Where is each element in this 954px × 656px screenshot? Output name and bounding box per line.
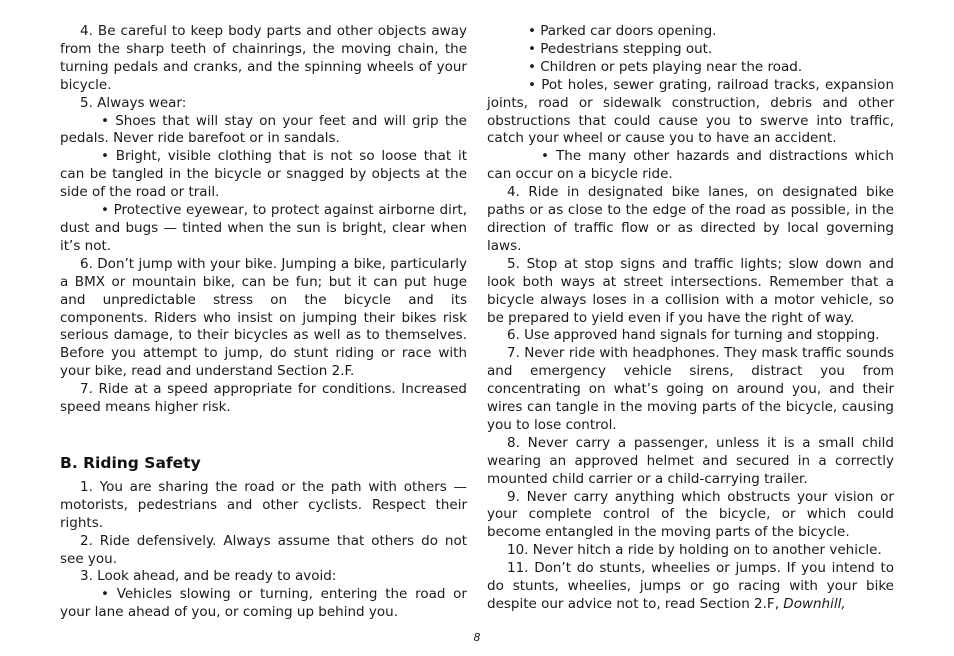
paragraph-hand-signals: 6. Use approved hand signals for turning and stopping. [507, 327, 880, 344]
page-number: 8 [473, 631, 481, 644]
bullet-car-doors: • Parked car doors opening. [528, 23, 717, 39]
paragraph-ride-defensively: 2. Ride defensively. Always assume that others do not see you. [60, 532, 467, 567]
paragraph-headphones: 7. Never ride with headphones. They mask traffic sounds and emergency vehicle sirens, distract you from concentrating on what’s going on around you, and their wires can tangle in the moving parts of the bicycle, causing you to lose control. [487, 345, 894, 433]
paragraph-stunts-italic: Downhill, [783, 596, 846, 612]
paragraph-ride-speed: 7. Ride at a speed appropriate for conditions. Increased speed means higher risk. [60, 381, 467, 416]
paragraph-stunts-text: 11. Don’t do stunts, wheelies or jumps. If you intend to do stunts, wheelies, jumps or go racing with your bike despite our advice not to, read Section 2.F, [487, 560, 894, 612]
paragraph-passenger: 8. Never carry a passenger, unless it is a small child wearing an approved helmet and secured in a correctly mounted child carrier or a child-carrying trailer. [487, 434, 894, 487]
right-column [487, 23, 894, 614]
paragraph-obstructions: 9. Never carry anything which obstructs your vision or your complete control of the bicycle, or which could become entangled in the moving parts of the bicycle. [487, 488, 894, 541]
paragraph-bike-lanes: 4. Ride in designated bike lanes, on designated bike paths or as close to the edge of the road as possible, in the direction of traffic flow or as directed by local governing laws. [487, 184, 894, 254]
paragraph-body-parts: 4. Be careful to keep body parts and other objects away from the sharp teeth of chainrings, the moving chain, the turning pedals and cranks, and the spinning wheels of your bicycle. [60, 23, 467, 93]
paragraph-look-ahead: 3. Look ahead, and be ready to avoid: [80, 568, 337, 585]
bullet-pot-holes: • Pot holes, sewer grating, railroad tracks, expansion joints, road or sidewalk construction, debris and other obstructions that could cause you to swerve into traffic, catch your wheel or cause you to have an accident. [487, 76, 894, 147]
bullet-pedestrians: • Pedestrians stepping out. [528, 40, 713, 57]
paragraph-sharing-road: 1. You are sharing the road or the path with others — motorists, pedestrians and other cyclists. Respect their rights. [60, 478, 467, 531]
bullet-vehicles: • Vehicles slowing or turning, entering the road or your lane ahead of you, or coming up behind you. [60, 586, 467, 621]
paragraph-always-wear: 5. Always wear: [80, 94, 187, 111]
bullet-other-hazards: • The many other hazards and distractions which can occur on a bicycle ride. [487, 148, 894, 183]
bullet-shoes: • Shoes that will stay on your feet and will grip the pedals. Never ride barefoot or in sandals. [60, 112, 467, 147]
left-column [60, 23, 467, 622]
paragraph-stunts [487, 560, 894, 614]
bullet-children-pets: • Children or pets playing near the road. [528, 58, 803, 75]
paragraph-dont-jump: 6. Don’t jump with your bike. Jumping a bike, particularly a BMX or mountain bike, can be fun; but it can put huge and unpredictable stress on the bicycle and its components. Riders who insist on jumping their bikes risk serious damage, to their bicycles as well as to themselves. Before you attempt to jump, do stunt riding or race with your bike, read and understand Section 2.F. [60, 255, 467, 380]
paragraph-stop-signs: 5. Stop at stop signs and traffic lights; slow down and look both ways at street intersections. Remember that a bicycle always loses in a collision with a motor vehicle, so be prepared to yield even if you have the right of way. [487, 255, 894, 326]
paragraph-hitch-ride: 10. Never hitch a ride by holding on to another vehicle. [507, 542, 882, 559]
bullet-eyewear: • Protective eyewear, to protect against airborne dirt, dust and bugs — tinted when the sun is bright, clear when it’s not. [60, 202, 467, 254]
bullet-clothing: • Bright, visible clothing that is not so loose that it can be tangled in the bicycle or snagged by objects at the side of the road or trail. [60, 148, 467, 201]
section-heading: B. Riding Safety [60, 453, 201, 472]
